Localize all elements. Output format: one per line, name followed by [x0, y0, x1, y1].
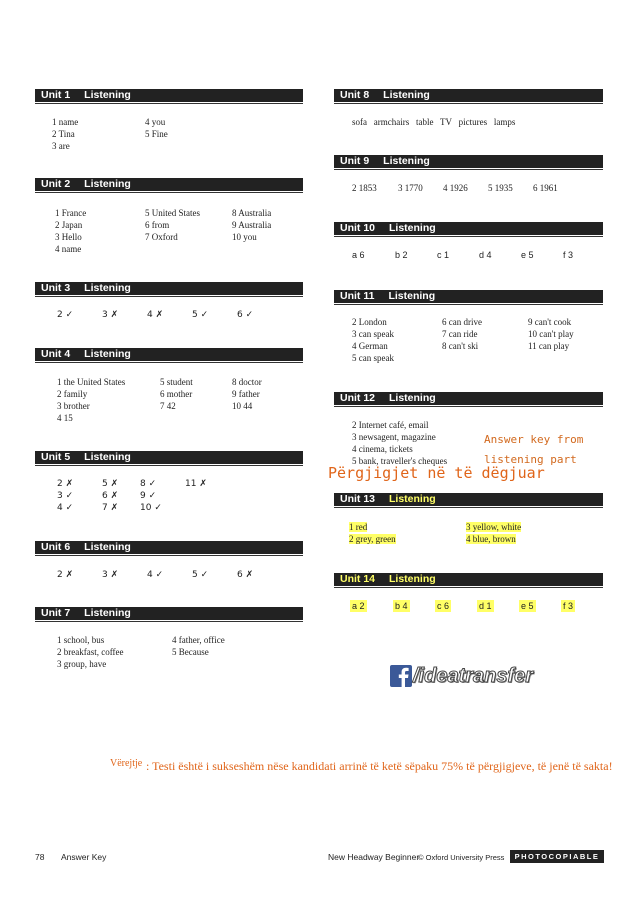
answer: 7 Oxford — [145, 232, 178, 242]
answer: 6 mother — [160, 389, 193, 399]
unit-4-answers-col2 — [160, 376, 193, 412]
answer-key-line-2: listening part — [484, 453, 577, 466]
footer-copyright: © Oxford University Press — [418, 853, 505, 862]
answer: 8 doctor — [232, 377, 262, 387]
unit-13-answers-col1 — [349, 521, 396, 545]
unit-2-answers-col2 — [145, 207, 200, 243]
answer: 2 Internet café, email — [352, 420, 429, 430]
answer: 4 you — [145, 117, 166, 127]
unit-5-answers-col3 — [140, 478, 162, 514]
answer: 3 brother — [57, 401, 90, 411]
unit-4-header — [35, 348, 303, 361]
unit-13-answers-col2 — [466, 521, 521, 545]
unit-subtitle: Listening — [84, 178, 131, 190]
answer: 6 ✗ — [237, 570, 254, 580]
unit-title: Unit 11 — [340, 290, 375, 302]
footer-section: Answer Key — [61, 852, 107, 862]
unit-title: Unit 4 — [41, 348, 71, 360]
answer-key-line-1: Answer key from — [484, 433, 584, 446]
answer: 4 1926 — [443, 183, 468, 193]
unit-subtitle: Listening — [84, 451, 131, 463]
answer: b 4 — [395, 601, 408, 611]
answer: 7 42 — [160, 401, 176, 411]
answer: f 3 — [563, 601, 574, 611]
unit-9-header — [334, 155, 603, 168]
answer: 1 name — [52, 117, 79, 127]
answer: 3 newsagent, magazine — [352, 432, 436, 442]
answer: 10 ✓ — [140, 503, 162, 513]
answer: 6 ✓ — [237, 310, 254, 320]
answer: 5 can speak — [352, 353, 394, 363]
answer: 6 from — [145, 220, 170, 230]
unit-14-header — [334, 573, 603, 586]
answer: f 3 — [563, 250, 574, 260]
page-number: 78 — [35, 852, 45, 862]
answer: 5 1935 — [488, 183, 513, 193]
answer: 2 London — [352, 317, 387, 327]
unit-11-header — [334, 290, 603, 303]
answer: 4 German — [352, 341, 388, 351]
answer: 2 Tina — [52, 129, 75, 139]
answer: 4 father, office — [172, 635, 225, 645]
answer: 5 United States — [145, 208, 200, 218]
unit-title: Unit 9 — [340, 155, 370, 167]
answer: a 2 — [352, 601, 365, 611]
answer: 2 ✗ — [57, 570, 74, 580]
answer: 3 can speak — [352, 329, 394, 339]
unit-subtitle: Listening — [388, 290, 436, 302]
unit-subtitle: Listening — [389, 392, 436, 404]
unit-7-answers-col2 — [172, 634, 225, 658]
answer: 9 father — [232, 389, 260, 399]
answer: 5 bank, traveller's cheques — [352, 456, 448, 466]
unit-subtitle: Listening — [389, 493, 436, 505]
albanian-title: Përgjigjet në të dëgjuar — [328, 464, 545, 482]
unit-title: Unit 7 — [41, 607, 71, 619]
unit-7-header — [35, 607, 303, 620]
answer: 4 name — [55, 244, 82, 254]
note-text: : Testi është i sukseshëm nëse kandidati arrinë të ketë sëpaku 75% të përgjigjeve, të jenë të sakta! — [146, 759, 613, 773]
unit-4-answers-col3 — [232, 376, 262, 412]
answer: 10 can't play — [528, 329, 574, 339]
answer: 2 Japan — [55, 220, 83, 230]
brand-text: /ideatransfer — [413, 665, 534, 687]
answer: 1 school, bus — [57, 635, 105, 645]
answer: d 1 — [479, 601, 492, 611]
unit-title: Unit 3 — [41, 282, 71, 294]
answer: 4 ✓ — [147, 570, 164, 580]
answer: e 5 — [521, 601, 534, 611]
answer: 3 1770 — [398, 183, 423, 193]
unit-subtitle: Listening — [383, 89, 430, 101]
answer: 9 Australia — [232, 220, 272, 230]
answer: 3 group, have — [57, 659, 107, 669]
unit-title: Unit 2 — [41, 178, 71, 190]
unit-12-answers — [352, 419, 447, 467]
answer: 3 ✗ — [102, 570, 119, 580]
answer: c 1 — [437, 250, 450, 260]
answer: 2 breakfast, coffee — [57, 647, 124, 657]
answer: 3 Hello — [55, 232, 82, 242]
facebook-icon — [390, 665, 412, 687]
answer: 3 ✗ — [102, 310, 119, 320]
answer: 1 the United States — [57, 377, 126, 387]
answer: 7 ✗ — [102, 503, 119, 513]
answer: 1 red — [349, 522, 368, 532]
unit-12-header — [334, 392, 603, 405]
answer: 4 blue, brown — [466, 534, 516, 544]
answer: 3 are — [52, 141, 70, 151]
unit-subtitle: Listening — [84, 541, 131, 553]
unit-8-header — [334, 89, 603, 102]
unit-title: Unit 12 — [340, 392, 376, 404]
unit-10-header — [334, 222, 603, 235]
answer: 6 1961 — [533, 183, 558, 193]
unit-8-answers: sofa armchairs table TV pictures lamps — [352, 117, 516, 127]
answer: 4 15 — [57, 413, 73, 423]
answer: 2 grey, green — [349, 534, 396, 544]
unit-13-header — [334, 493, 603, 506]
unit-2-header — [35, 178, 303, 191]
answer: 2 family — [57, 389, 88, 399]
answer: 5 ✓ — [192, 570, 209, 580]
footer-book: New Headway Beginner — [328, 852, 420, 862]
answer: c 6 — [437, 601, 450, 611]
unit-title: Unit 6 — [41, 541, 71, 553]
unit-title: Unit 8 — [340, 89, 370, 101]
answer: 1 France — [55, 208, 87, 218]
answer: 4 cinema, tickets — [352, 444, 413, 454]
answer: e 5 — [521, 250, 534, 260]
answer: 2 ✓ — [57, 310, 74, 320]
unit-11-answers-col1 — [352, 316, 394, 364]
answer: 3 ✓ — [57, 491, 74, 501]
unit-7-answers-col1 — [57, 634, 124, 670]
answer: 11 ✗ — [185, 479, 207, 489]
unit-1-header — [35, 89, 303, 102]
unit-1-answers-col1 — [52, 116, 78, 152]
facebook-brand-link[interactable] — [390, 664, 538, 688]
answer: 5 student — [160, 377, 193, 387]
unit-11-answers-col2 — [442, 316, 482, 352]
answer: d 4 — [479, 250, 492, 260]
answer: 6 can drive — [442, 317, 482, 327]
unit-2-answers-col1 — [55, 207, 86, 255]
answer: 3 yellow, white — [466, 522, 522, 532]
photocopiable-badge: PHOTOCOPIABLE — [510, 850, 604, 863]
answer: 5 ✓ — [192, 310, 209, 320]
unit-5-answers-col4 — [185, 478, 207, 490]
unit-title: Unit 13 — [340, 493, 376, 505]
unit-title: Unit 1 — [41, 89, 71, 101]
answer: 2 1853 — [352, 183, 377, 193]
answer: 5 Fine — [145, 129, 168, 139]
unit-5-header — [35, 451, 303, 464]
unit-subtitle: Listening — [84, 348, 131, 360]
unit-title: Unit 14 — [340, 573, 376, 585]
answer: b 2 — [395, 250, 408, 260]
answer: 8 ✓ — [140, 479, 157, 489]
answer: 4 ✓ — [57, 503, 74, 513]
answer: 2 ✗ — [57, 479, 74, 489]
answer: 4 ✗ — [147, 310, 164, 320]
answer: 8 can't ski — [442, 341, 479, 351]
note-label: Vërejtje — [110, 758, 143, 769]
unit-2-answers-col3 — [232, 207, 271, 243]
unit-subtitle: Listening — [84, 282, 131, 294]
answer: 7 can ride — [442, 329, 478, 339]
unit-4-answers-col1 — [57, 376, 125, 424]
unit-title: Unit 5 — [41, 451, 71, 463]
answer: 9 can't cook — [528, 317, 572, 327]
unit-1-answers-col2 — [145, 116, 168, 140]
answer: 10 44 — [232, 401, 253, 411]
answer: 6 ✗ — [102, 491, 119, 501]
unit-6-header — [35, 541, 303, 554]
answer: a 6 — [352, 250, 365, 260]
answer: 9 ✓ — [140, 491, 157, 501]
unit-11-answers-col3 — [528, 316, 574, 352]
answer: 8 Australia — [232, 208, 272, 218]
unit-3-header — [35, 282, 303, 295]
answer: 11 can play — [528, 341, 570, 351]
unit-subtitle: Listening — [389, 222, 436, 234]
answer: 5 Because — [172, 647, 209, 657]
unit-subtitle: Listening — [389, 573, 436, 585]
unit-subtitle: Listening — [84, 89, 131, 101]
unit-subtitle: Listening — [84, 607, 131, 619]
answer: 10 you — [232, 232, 257, 242]
unit-5-answers-col1 — [57, 478, 73, 514]
unit-subtitle: Listening — [383, 155, 430, 167]
answer: 5 ✗ — [102, 479, 119, 489]
unit-5-answers-col2 — [102, 478, 118, 514]
unit-title: Unit 10 — [340, 222, 376, 234]
